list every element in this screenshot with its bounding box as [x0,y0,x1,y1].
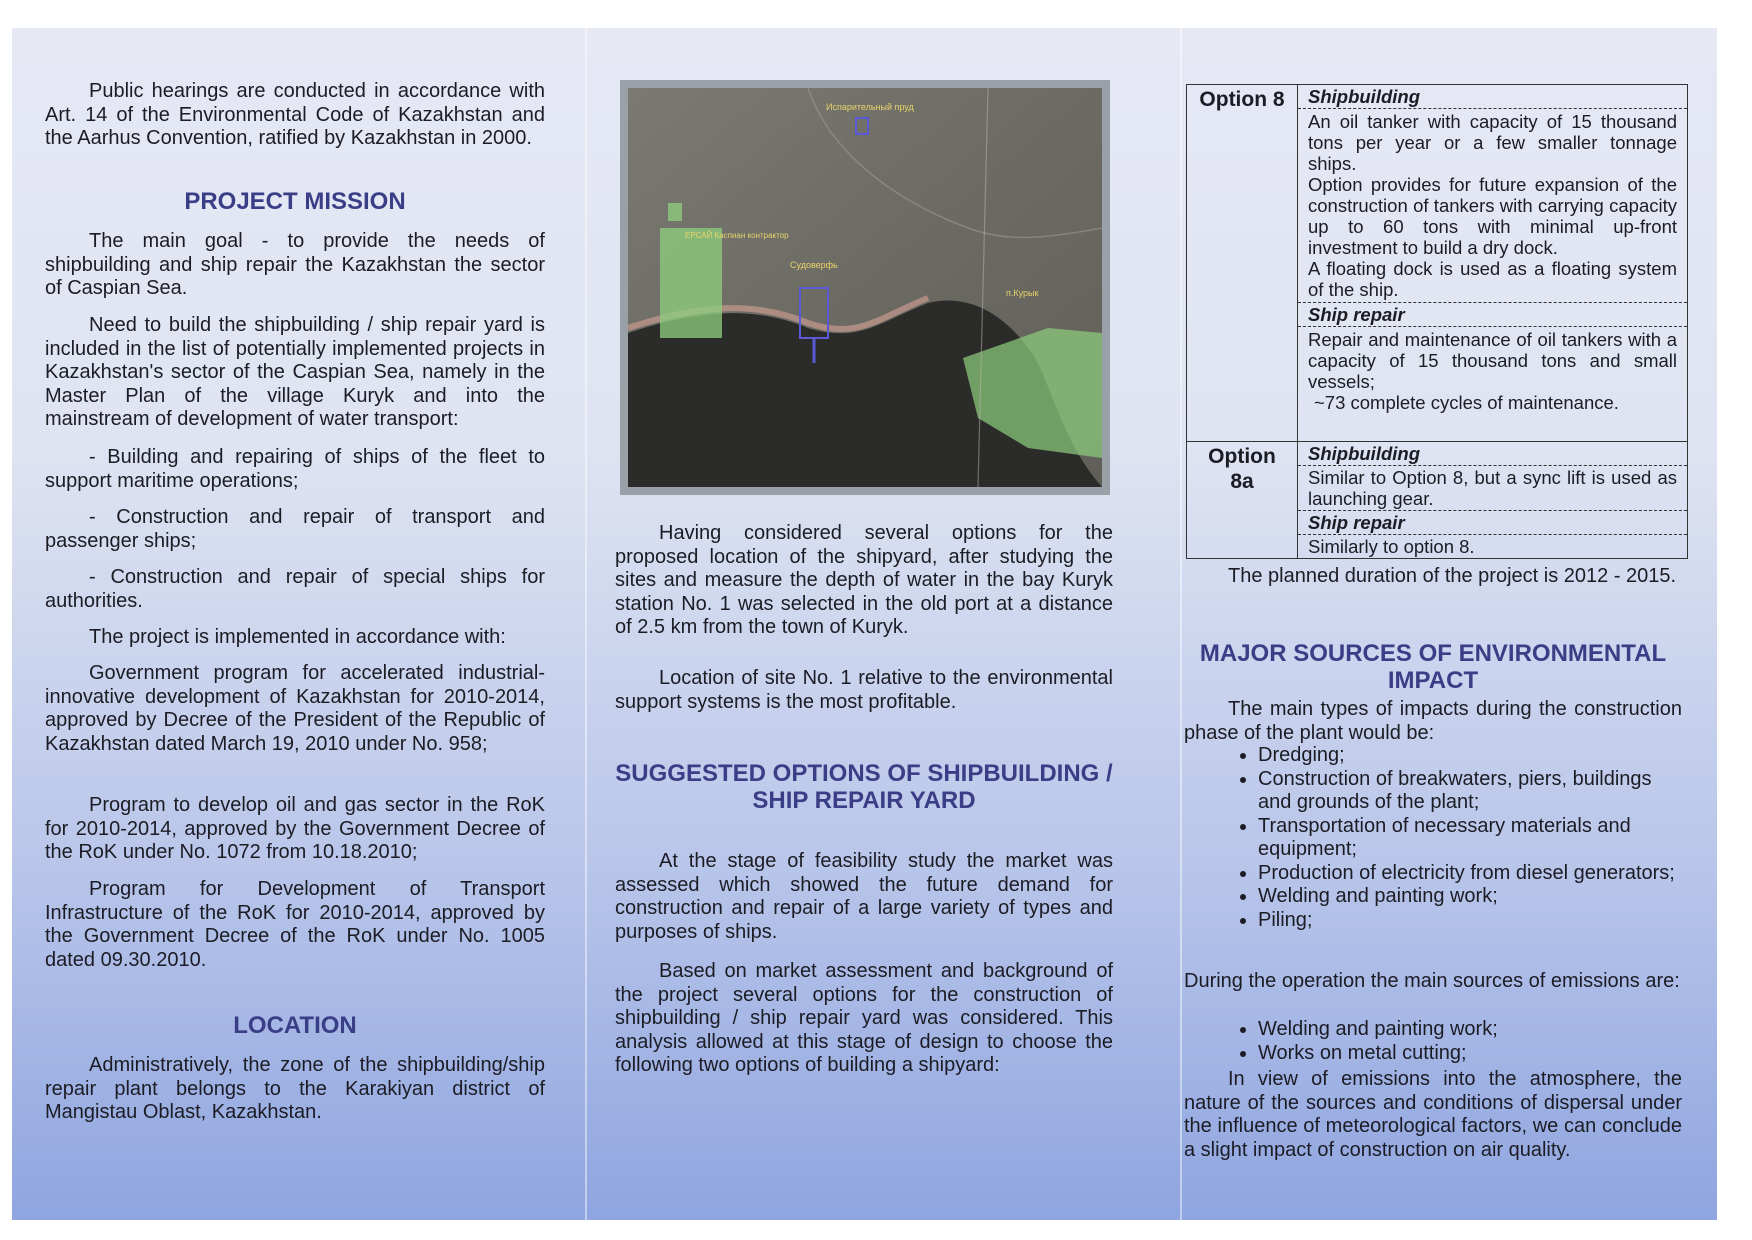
options-table [1186,84,1688,559]
paragraph-duration: The planned duration of the project is 2012 - 2015. [1228,565,1677,587]
paragraph-administratively: Administratively, the zone of the shipbuilding/ship repair plant belongs to the Karakiyan district of Mangistau Oblast, Kazakhstan. [45,1054,545,1123]
paragraph-oil-gas-program: Program to develop oil and gas sector in the RoK for 2010-2014, approved by the Government Decree of the RoK under No. 1072 from 10.18.2010; [45,794,545,863]
option-8a-shipbuilding-heading: Shipbuilding [1298,442,1687,466]
paragraph-accordance: The project is implemented in accordance with: [89,626,506,648]
fold-line-left [585,28,587,1220]
option-8-shipbuilding-line-2: Option provides for future expansion of the construction of tankers with carrying capacity up to 60 tons with minimal up-front investment to build a dry dock. [1308,174,1677,258]
heading-suggested-options: SUGGESTED OPTIONS OF SHIPBUILDING / SHIP REPAIR YARD [615,760,1113,814]
map-label-kuryk: п.Курык [1006,288,1039,298]
option-8-repair-text [1298,327,1687,415]
paragraph-gov-program: Government program for accelerated industrial-innovative development of Kazakhstan for 2010-2014, approved by Decree of the President of the Republic of Kazakhstan dated March 19, 2010 under No. 958; [45,662,545,755]
paragraph-considered-options: Having considered several options for the proposed location of the shipyard, after studying the sites and measure the depth of water in the bay Kuryk station No. 1 was selected in the old port at a distance of 2.5 km from the town of Kuryk. [615,522,1113,638]
paragraph-market-assessment: Based on market assessment and background of the project several options for the construction of shipbuilding / ship repair yard was considered. This analysis allowed at this stage of design to choose the following two options of building a shipyard: [615,960,1113,1076]
option-8a-label: Option 8a [1187,442,1298,559]
ersai-area-shape [660,228,722,338]
emission-item: • Works on metal cutting; [1258,1042,1688,1066]
paragraph-bullet-fleet: - Building and repairing of ships of the fleet to support maritime operations; [45,446,545,492]
option-8-label: Option 8 [1187,85,1298,442]
satellite-map [620,80,1110,495]
map-label-pond: Испарительный пруд [826,102,914,112]
impact-item: • Production of electricity from diesel generators; [1258,862,1688,886]
emission-item: • Welding and painting work; [1258,1018,1688,1042]
impact-item: • Dredging; [1258,744,1688,768]
option-8-repair-heading: Ship repair [1298,302,1687,327]
option-8-details [1298,85,1688,442]
map-drawing [628,88,1102,487]
option-8-repair-line-2: ~73 complete cycles of maintenance. [1314,392,1619,413]
heading-major-sources: MAJOR SOURCES OF ENVIRONMENTAL IMPACT [1199,640,1667,694]
option-8-shipbuilding-text [1298,109,1687,302]
paragraph-transport-program: Program for Development of Transport Infrastructure of the RoK for 2010-2014, approved by the Government Decree of the RoK under No. 1005 dated 09.30.2010. [45,878,545,971]
paragraph-main-goal: The main goal - to provide the needs of shipbuilding and ship repair the Kazakhstan the sector of Caspian Sea. [45,230,545,299]
emissions-list [1184,1018,1688,1065]
heading-project-mission: PROJECT MISSION [184,188,406,215]
paragraph-main-impacts: The main types of impacts during the construction phase of the plant would be: [1184,698,1682,744]
map-label-ersai: ЕРСАЙ Каспиан контрактор [685,231,789,240]
paragraph-bullet-special: - Construction and repair of special ships for authorities. [45,566,545,612]
impact-item: • Welding and painting work; [1258,885,1688,909]
paragraph-site-location: Location of site No. 1 relative to the environmental support systems is the most profitable. [615,667,1113,713]
option-8-shipbuilding-line-1: An oil tanker with capacity of 15 thousand tons per year or a few smaller tonnage ships. [1308,111,1677,174]
impacts-list [1184,744,1688,932]
option-8-shipbuilding-heading: Shipbuilding [1298,85,1687,109]
option-8a-repair-heading: Ship repair [1298,511,1687,535]
option-8-shipbuilding-line-3: A floating dock is used as a floating system of the ship. [1308,258,1677,300]
paragraph-feasibility: At the stage of feasibility study the market was assessed which showed the future demand for construction and repair of a large variety of types and purposes of ships. [615,850,1113,943]
option-8-repair-line-1: Repair and maintenance of oil tankers with a capacity of 15 thousand tons and small vessels; [1308,329,1677,392]
option-8a-repair-text: Similarly to option 8. [1308,536,1475,557]
paragraph-air-quality: In view of emissions into the atmosphere, the nature of the sources and conditions of dispersal under the influence of meteorological factors, we can conclude a slight impact of construction on air quality. [1184,1068,1682,1161]
option-8a-shipbuilding-text: Similar to Option 8, but a sync lift is used as launching gear. [1298,466,1687,511]
impact-item: • Transportation of necessary materials and equipment; [1258,815,1688,862]
heading-location: LOCATION [233,1012,357,1039]
paragraph-during-operation: During the operation the main sources of emissions are: [1184,970,1680,992]
paragraph-public-hearings: Public hearings are conducted in accordance with Art. 14 of the Environmental Code of Kazakhstan and the Aarhus Convention, ratified by Kazakhstan in 2000. [45,80,545,149]
fold-line-right [1180,28,1182,1220]
map-image [628,88,1102,487]
option-8a-details [1298,442,1688,559]
paragraph-need-to-build: Need to build the shipbuilding / ship repair yard is included in the list of potentially implemented projects in Kazakhstan's sector of the Caspian Sea, namely in the Master Plan of the village Kuryk and into the mainstream of development of water transport: [45,314,545,430]
impact-item: • Piling; [1258,909,1688,933]
map-label-yard: Судоверфь [790,260,838,270]
paragraph-bullet-transport: - Construction and repair of transport and passenger ships; [45,506,545,552]
impact-item: • Construction of breakwaters, piers, buildings and grounds of the plant; [1258,768,1688,815]
